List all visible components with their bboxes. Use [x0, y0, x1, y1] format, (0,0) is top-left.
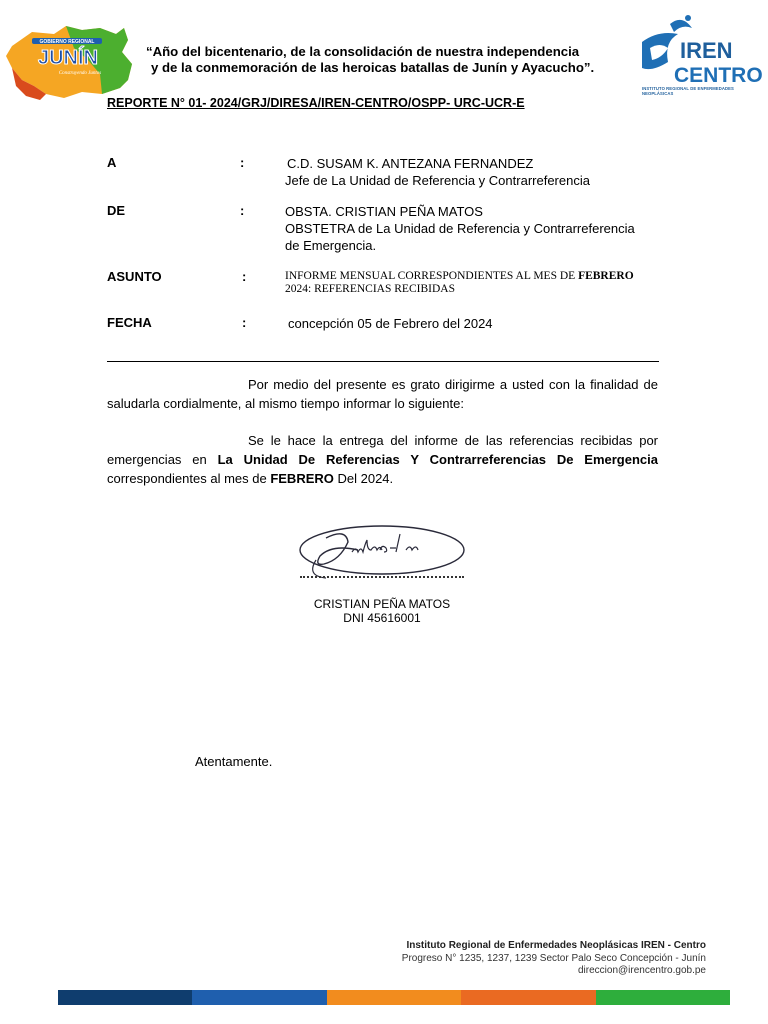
body-paragraph-1 [107, 375, 658, 413]
field-to-value [285, 155, 665, 189]
iren-centro-emblem-icon [638, 12, 762, 86]
field-from-line-1: OBSTA. CRISTIAN PEÑA MATOS [285, 204, 483, 219]
motto-line-2: y de la conmemoración de las heroicas batallas de Junín y Ayacucho”. [151, 60, 595, 75]
signer-dni: DNI 45616001 [343, 611, 421, 625]
field-from-label: DE [107, 203, 126, 218]
paragraph-2-text-a: Se le hace la entrega del informe de las referencias recibidas por emergencias en [107, 433, 658, 467]
paragraph-2-text-b: correspondientes al mes de [107, 471, 271, 486]
signer-name: CRISTIAN PEÑA MATOS [313, 597, 451, 611]
field-from-colon: : [240, 203, 245, 218]
footer-address-line: Progreso N° 1235, 1237, 1239 Sector Palo Seco Concepción - Junín [401, 952, 706, 964]
field-to-line-1: C.D. SUSAM K. ANTEZANA FERNANDEZ [287, 156, 534, 171]
field-subject-colon: : [242, 269, 247, 284]
iren-logo-line-1: IREN [680, 38, 733, 63]
field-date-colon: : [242, 315, 247, 330]
paragraph-2-month: FEBRERO [270, 471, 334, 486]
paragraph-1-text: Por medio del presente es grato dirigirme a usted con la finalidad de saludarla cordialmente, al mismo tiempo informar lo siguiente: [107, 377, 658, 411]
color-bar-segment [192, 990, 326, 1005]
field-subject-text-a: INFORME MENSUAL CORRESPONDIENTES AL MES DE [285, 270, 579, 282]
iren-centro-logo [638, 12, 762, 94]
field-date-value: concepción 05 de Febrero del 2024 [288, 316, 493, 331]
field-subject-month: FEBRERO [578, 270, 634, 282]
color-bar-segment [461, 990, 595, 1005]
footer-institute: Instituto Regional de Enfermedades Neoplásicas IREN - Centro [406, 940, 706, 951]
field-from-line-2: OBSTETRA de La Unidad de Referencia y Contrarreferencia [285, 221, 635, 236]
footer-email: direccion@irencentro.gob.pe [577, 965, 706, 976]
field-to-line-2: Jefe de La Unidad de Referencia y Contrarreferencia [285, 173, 590, 188]
field-from-value [285, 203, 665, 254]
footer-address [306, 940, 706, 978]
iren-logo-subtitle: INSTITUTO REGIONAL DE ENFERMEDADES NEOPLÁSICAS [642, 86, 734, 96]
junin-logo-text: JUNÍN [37, 47, 99, 69]
junin-logo-sub-text: Construyendo Juntos [58, 71, 102, 76]
year-motto [146, 44, 626, 76]
signer-block [300, 597, 464, 625]
signature-dotted-line [300, 576, 464, 578]
body-paragraph-2 [107, 431, 658, 488]
field-to-label: A [107, 155, 117, 170]
motto-line-1: “Año del bicentenario, de la consolidación de nuestra independencia [146, 44, 580, 59]
report-title: REPORTE N° 01- 2024/GRJ/DIRESA/IREN-CENTRO/OSPP- URC-UCR-E [107, 96, 525, 110]
field-subject-text-b: 2024: REFERENCIAS RECIBIDAS [285, 283, 455, 295]
header-divider [107, 361, 659, 362]
handwritten-signature [296, 520, 468, 592]
field-subject-value [285, 270, 665, 296]
field-to-colon: : [240, 155, 245, 170]
field-date-label: FECHA [107, 315, 152, 330]
closing-text: Atentamente. [195, 754, 273, 769]
color-bar-segment [327, 990, 461, 1005]
paragraph-2-unit-name: La Unidad De Referencias Y Contrarreferencias De Emergencia [217, 452, 658, 467]
iren-logo-line-2: CENTRO [674, 64, 762, 86]
footer-color-bar [58, 990, 730, 1005]
field-subject-label: ASUNTO [107, 269, 162, 284]
junin-logo-top-text: GOBIERNO REGIONAL [39, 39, 95, 45]
gobierno-regional-junin-logo [4, 24, 134, 102]
color-bar-segment [596, 990, 730, 1005]
field-from-line-3: de Emergencia. [285, 238, 377, 253]
color-bar-segment [58, 990, 192, 1005]
paragraph-2-text-c: Del 2024. [333, 471, 394, 486]
